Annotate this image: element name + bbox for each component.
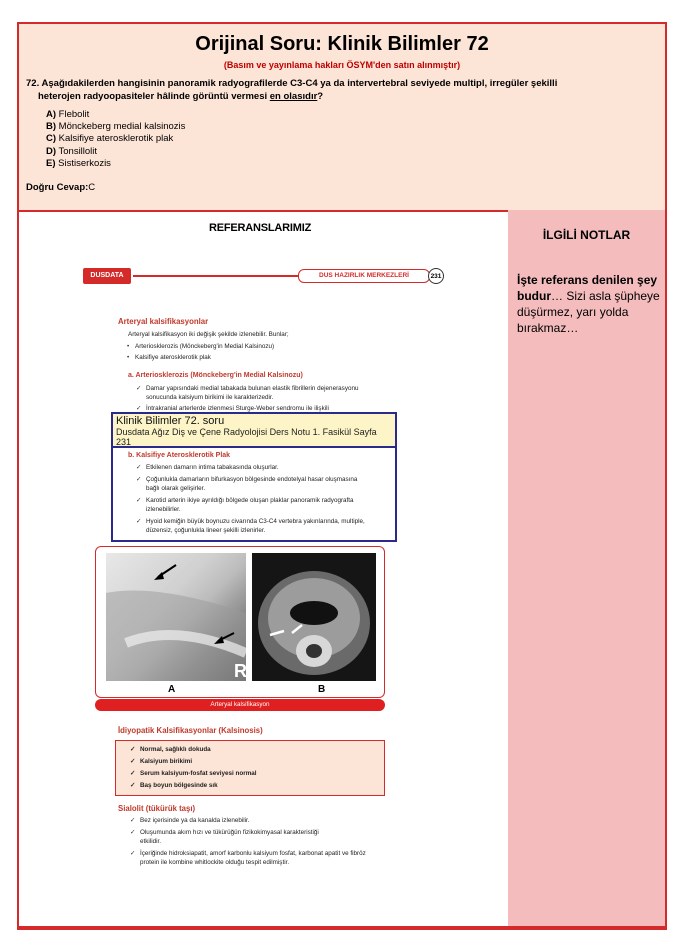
correct-answer: Doğru Cevap:C <box>26 182 96 193</box>
notes-panel <box>508 210 665 926</box>
bullet-1: • Arteriosklerozis (Mönckeberg'in Medial Kalsinozu) <box>135 343 274 351</box>
a-item-2: ✓ İntrakranial arterlerde izlenmesi Sturge-Weber sendromu ile ilişkili <box>146 405 329 413</box>
dusdata-logo: DUSDATA <box>83 268 131 284</box>
question-mark: ? <box>317 91 324 102</box>
b-item-2b: bağlı olarak gelişirler. <box>146 485 206 492</box>
option-a: A) Flebolit <box>46 109 90 120</box>
question-panel <box>19 24 665 212</box>
reference-page: 231 <box>116 437 132 447</box>
option-e: E) Sistiserkozis <box>46 157 111 169</box>
sial-item-2b: etkilidir. <box>140 838 161 845</box>
option-b: B) Mönckeberg medial kalsinozis <box>46 121 186 133</box>
heading-arterial: Arteryal kalsifikasyonlar <box>118 317 209 326</box>
image-label-b: B <box>318 684 326 695</box>
sial-item-3b: protein ile kombine whitlockite olduğu tespit edilmiştir. <box>140 859 290 866</box>
heading-a: a. Arteriosklerozis (Mönckeberg'in Medial Kalsinozu) <box>128 372 303 379</box>
b-item-3b: izlenebilirler. <box>146 506 181 513</box>
idio-item-1: ✓ Normal, sağlıklı dokuda <box>140 746 211 754</box>
reference-source: Dusdata Ağız Diş ve Çene Radyolojisi Ders Notu 1. Fasikül Sayfa <box>116 427 377 437</box>
notes-text: İşte referans denilen şey budur… Sizi asla şüpheye düşürmez, yarı yolda bırakmaz… <box>517 273 660 335</box>
b-item-1: ✓ Etkilenen damarın intima tabakasında oluşurlar. <box>146 464 279 472</box>
question-title: Orijinal Soru: Klinik Bilimler 72 <box>195 33 489 55</box>
sial-item-3: ✓ İçeriğinde hidroksiapatit, amorf karbonlu kalsiyum fosfat, karbonat apatit ve fibröz <box>140 850 366 858</box>
option-c: C) Kalsifiye aterosklerotik plak <box>46 133 174 145</box>
a-item-1: ✓ Damar yapısındaki medial tabakada bulunan elastik fibrillerin dejenerasyonu <box>146 385 358 393</box>
notes-title: İLGİLİ NOTLAR <box>542 228 631 242</box>
book-header-title: DUS HAZIRLIK MERKEZLERİ <box>298 269 430 283</box>
idio-item-3: ✓ Serum kalsiyum-fosfat seviyesi normal <box>140 770 257 778</box>
b-item-3: ✓ Karotid arterin ikiye ayrıldığı bölgede oluşan plaklar panoramik radyografta <box>146 497 354 505</box>
reference-question: Klinik Bilimler 72. soru <box>116 415 225 427</box>
ct-b-detail <box>252 553 376 681</box>
idio-item-4: ✓ Baş boyun bölgesinde sık <box>140 782 218 790</box>
xray-a-detail <box>106 553 246 681</box>
references-title: REFERANSLARIMIZ <box>209 222 312 234</box>
book-header <box>83 268 455 284</box>
bullet-2: • Kalsifiye aterosklerotik plak <box>135 354 211 362</box>
heading-idiopatik: İdiyopatik Kalsifikasyonlar (Kalsinosis) <box>118 726 263 735</box>
question-line-2: heterojen radyoopasiteler hâlinde görüntü vermesi <box>38 91 270 102</box>
image-panel <box>95 546 385 698</box>
idio-item-2: ✓ Kalsiyum birikimi <box>140 758 192 766</box>
copyright-note: (Basım ve yayınlama hakları ÖSYM'den satın alınmıştır) <box>223 60 461 70</box>
option-d: D) Tonsillolit <box>46 145 98 157</box>
question-line-1: Aşağıdakilerden hangisinin panoramik radyografilerde C3-C4 ya da intervertebral seviyede multipl, irregüler şekilli <box>41 78 558 89</box>
heading-b: b. Kalsifiye Aterosklerotik Plak <box>128 452 231 459</box>
bottom-bar <box>17 926 667 930</box>
question-emphasis: en olasıdır <box>269 91 318 102</box>
question-text <box>26 77 616 103</box>
reference-label <box>111 412 397 448</box>
ct-image-b <box>252 553 376 681</box>
sial-item-2: ✓ Oluşumunda akım hızı ve tükürüğün fizikokimyasal karakteristiği <box>140 829 319 837</box>
answer-options <box>46 109 185 170</box>
a-item-1b: sonucunda kalsiyum birikimi ile karakterizedir. <box>146 394 274 401</box>
heading-sialolit: Sialolit (tükürük taşı) <box>118 804 196 813</box>
image-marker: R <box>234 661 246 681</box>
sial-item-1: ✓ Bez içerisinde ya da kanalda izlenebilir. <box>140 817 250 825</box>
b-item-4b: düzensiz, çoğunlukla lineer şekilli izlenirler. <box>146 527 266 534</box>
intro-text: Arteryal kalsifikasyon iki değişik şekilde izlenebilir. Bunlar; <box>128 331 289 338</box>
image-label-a: A <box>168 684 176 695</box>
xray-image-a <box>106 553 246 681</box>
b-item-2: ✓ Çoğunlukla damarların bifurkasyon bölgesinde endotelyal hasar oluşmasına <box>146 476 357 484</box>
book-page-number: 231 <box>428 268 444 284</box>
figure-caption: Arteryal kalsifikasyon <box>95 699 385 711</box>
question-number: 72. <box>26 78 40 89</box>
b-item-4: ✓ Hyoid kemiğin büyük boynuzu civarında C3-C4 vertebra yakınlarında, multiple, <box>146 518 365 526</box>
